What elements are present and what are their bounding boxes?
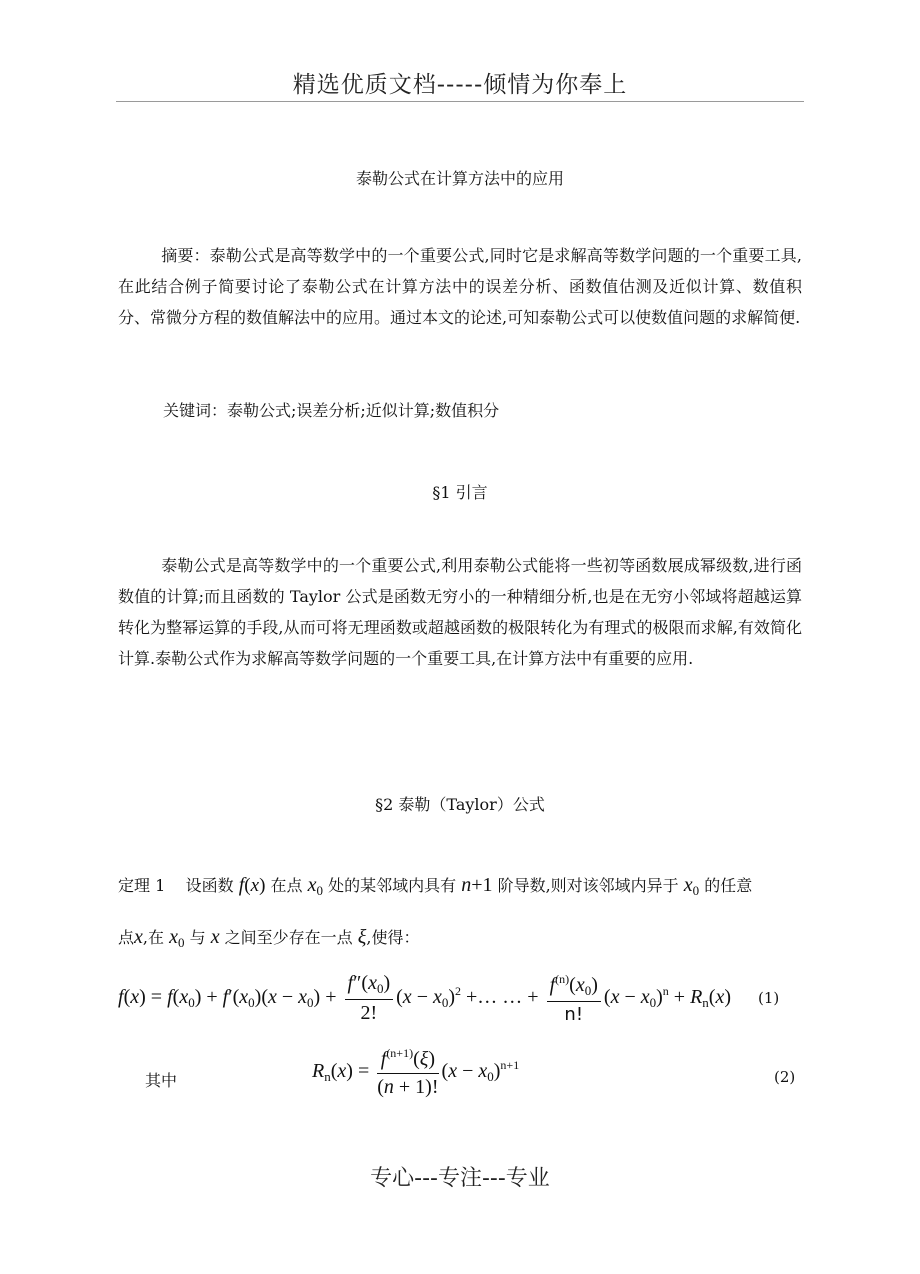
equation-1: $f(x) = f(x_0) + f'(x_0)(x - x_0)$ + $\frac{f''(x_0)}{2!}$ $(x - x_0)^2$ +… … + $\frac{f^{(n)}(x_0)}{n!}$ $(x - x_0)^n + R_n(x)$ (1) [118, 972, 780, 1025]
theorem-line-2 [118, 920, 818, 960]
formula-n-plus-1: n [461, 874, 472, 896]
theorem-text: 点 [118, 928, 135, 947]
theorem-text: 之间至少存在一点 [224, 928, 353, 947]
equation-2-number: (2) [774, 1068, 796, 1086]
document-title: 泰勒公式在计算方法中的应用 [355, 169, 564, 188]
section-1-paragraph [118, 550, 802, 674]
formula-x: x [134, 926, 143, 948]
section-1-heading: §1 引言 [432, 483, 488, 502]
theorem-text: 的任意 [704, 876, 753, 895]
abstract-text: 摘要：泰勒公式是高等数学中的一个重要公式,同时它是求解高等数学问题的一个重要工具,在此结合例子简要讨论了泰勒公式在计算方法中的误差分析、函数值估测及近似计算、数值积分、常微分方程的数值解法中的应用。通过本文的论述,可知泰勒公式可以使数值问题的求解简便. [118, 246, 802, 327]
formula-x0: $x_0$ [169, 926, 185, 950]
header-divider [116, 101, 804, 102]
theorem-text: 阶导数,则对该邻域内异于 [497, 876, 679, 895]
theorem-text: ,在 [142, 928, 164, 947]
section-2-heading: §2 泰勒（Taylor）公式 [375, 795, 545, 814]
equation-1-number: (1) [758, 989, 780, 1008]
theorem-line-1: 定理 1 设函数 f(x) 在点 $x_0$ 处的某邻域内具有 n+1 阶导数,则对该邻域内异于 $x_0$ 的任意 [118, 874, 753, 898]
keywords-line: 关键词：泰勒公式;误差分析;近似计算;数值积分 [163, 401, 500, 420]
page-footer: 专心---专注---专业 [370, 1166, 550, 1191]
formula-xi: ξ [357, 926, 367, 948]
equation-2-label: 其中 [145, 1071, 178, 1090]
formula-x: x [210, 926, 220, 948]
theorem-text: ,使得： [366, 928, 420, 947]
theorem-text: 处的某邻域内具有 [328, 876, 457, 895]
theorem-1 [118, 868, 818, 960]
theorem-text: 设函数 [185, 876, 234, 895]
formula-x0: $x_0$ [307, 874, 323, 898]
abstract-paragraph [118, 240, 802, 333]
theorem-text: 与 [189, 928, 206, 947]
page-header: 精选优质文档-----倾情为你奉上 [292, 72, 628, 98]
section-1-text: 泰勒公式是高等数学中的一个重要公式,利用泰勒公式能将一些初等函数展成幂级数,进行函数值的计算;而且函数的 Taylor 公式是函数无穷小的一种精细分析,也是在无穷小邻域将超越运算转化为整幂运算的手段,从而可将无理函数或超越函数的极限转化为有理式的极限而求解,有效简化计算.泰勒公式作为求解高等数学问题的一个重要工具,在计算方法中有重要的应用. [118, 556, 802, 668]
formula-fx: f [238, 874, 245, 896]
theorem-label: 定理 1 [118, 876, 166, 895]
theorem-text: 在点 [270, 876, 303, 895]
formula-x0: $x_0$ [683, 874, 700, 898]
equation-2: $R_n(x)$ = $\frac{f^{(n+1)}(\xi)}{(n + 1)!}$ $(x - x_0)^{n+1}$ [312, 1046, 520, 1098]
